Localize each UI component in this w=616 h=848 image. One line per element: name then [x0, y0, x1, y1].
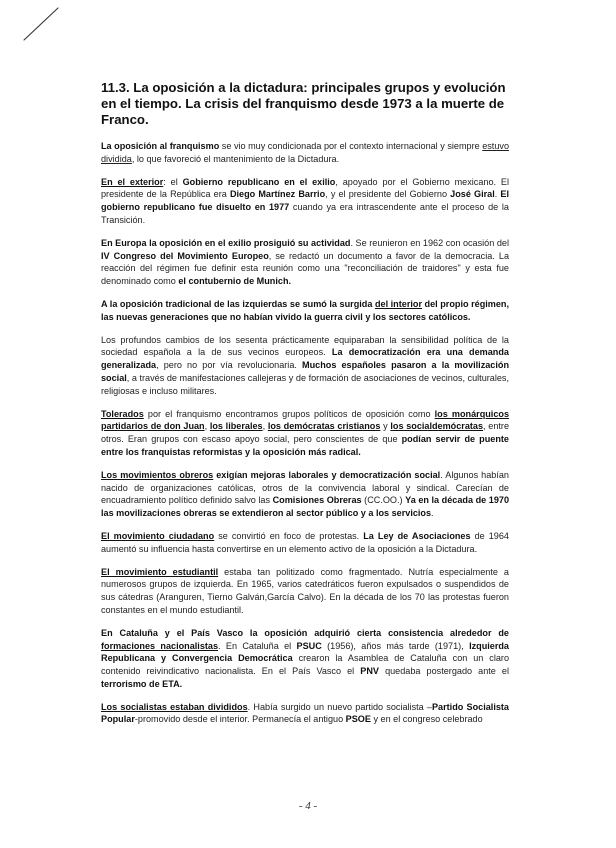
paragraph — [101, 701, 509, 727]
text-run: , — [262, 421, 268, 432]
text-run: (CC.OO.) — [361, 495, 406, 506]
text-run: IV Congreso del Movimiento Europeo — [101, 250, 269, 261]
text-run: podían servir de puente entre los franquistas reformistas y la oposición más radical. — [101, 434, 509, 457]
text-run: La oposición al franquismo — [101, 141, 220, 151]
text-run: terrorismo de ETA. — [101, 678, 183, 689]
text-run: En el exterior — [101, 176, 164, 187]
text-run: José Giral — [450, 189, 495, 200]
text-run: , lo que favoreció el mantenimiento de la Dictadura. — [131, 153, 340, 164]
text-run: del interior — [374, 298, 422, 309]
text-run: Los movimientos obreros — [101, 469, 214, 480]
text-run: . Algunos habían nacido de organizaciones católicas, otros de la convivencia laboral y sindical. Carecían de encuadramiento político definido salvo las — [101, 469, 509, 506]
text-run: Partido Socialista Popular — [101, 701, 509, 725]
text-run: Los profundos cambios de los sesenta prácticamente equiparaban la sensibilidad política de la sociedad española a la de sus vecinos europeos. — [101, 334, 509, 358]
text-run: y — [380, 421, 391, 432]
text-run: El movimiento estudiantil — [101, 566, 219, 577]
paragraph — [101, 140, 509, 166]
paragraph — [101, 566, 509, 617]
text-run: , a través de manifestaciones callejeras y de formación de asociaciones de vecinos, culturales, religiosas e incluso militares. — [101, 372, 509, 396]
text-run: , y el presidente del Gobierno — [325, 189, 451, 200]
text-run: los liberales — [209, 421, 263, 432]
text-run: Gobierno republicano en el exilio — [182, 176, 336, 187]
text-run: , pero no por vía revolucionaria. — [156, 360, 303, 371]
text-run: Los socialistas estaban divididos — [101, 701, 248, 712]
text-run: PSOE — [345, 714, 371, 725]
text-run: El gobierno republicano fue disuelto en 1977 — [101, 189, 510, 213]
text-run: de 1964 aumentó su influencia hasta convertirse en un elemento activo de la oposición a la Dictadura. — [101, 530, 509, 554]
text-run: PNV — [360, 666, 379, 677]
text-run: . Había surgido un nuevo partido socialista – — [247, 701, 432, 712]
text-run: quedaba postergado ante el — [378, 666, 509, 677]
paragraph — [101, 237, 509, 288]
text-run: Diego Martínez Barrio — [229, 189, 326, 200]
text-run: Ya en la década de 1970 las movilizaciones obreras se extendieron al sector público y a los servicios — [101, 495, 509, 519]
text-run: . — [431, 508, 434, 519]
text-run: del propio régimen, las nuevas generaciones que no habían vivido la guerra civil y los sectores católicos. — [101, 298, 509, 322]
text-run: se vio muy condicionada por el contexto internacional y siempre — [219, 141, 483, 151]
text-run: Comisiones Obreras — [272, 495, 362, 506]
text-run: El movimiento ciudadano — [101, 530, 215, 541]
text-run: los monárquicos partidarios de don Juan — [101, 408, 510, 432]
text-run: La democratización era una demanda generalizada — [101, 347, 509, 371]
text-run: : el — [163, 176, 183, 187]
text-run: -promovido desde el interior. Permanecía el antiguo — [134, 714, 346, 725]
document-body — [101, 80, 509, 736]
text-run: , se redactó un documento a favor de la democracia. La reacción del régimen fue definir esta reunión como una "reconciliación de traidores" y esta fue denominado como — [101, 250, 510, 287]
text-run: PSUC — [296, 640, 322, 651]
text-run: se convirtió en foco de protestas. — [214, 530, 364, 541]
text-run: cuando ya era intrascendente ante el proceso de la Transición. — [101, 202, 509, 225]
text-run: . — [494, 189, 501, 200]
text-run: A la oposición tradicional de las izquierdas se sumó la surgida — [101, 298, 375, 309]
paragraph — [101, 334, 509, 398]
text-run: , apoyado por el Gobierno mexicano. El presidente de la República era — [101, 176, 509, 200]
text-run: Izquierda Republicana y Convergencia Democrática — [101, 640, 509, 664]
text-run: y en el congreso celebrado — [370, 714, 483, 725]
text-run: crearon la Asamblea de Cataluña con un claro contenido reivindicativo nacionalista. En el País Vasco el — [101, 653, 509, 677]
text-run: La Ley de Asociaciones — [363, 530, 471, 541]
text-run: el contubernio de Munich. — [178, 276, 292, 287]
paragraph — [101, 298, 509, 324]
paragraph — [101, 530, 509, 556]
text-run: Tolerados — [101, 408, 144, 419]
page-number: - 4 - — [298, 800, 318, 812]
text-run: formaciones nacionalistas — [101, 640, 219, 651]
text-run: . Se reunieron en 1962 con ocasión del — [350, 237, 509, 248]
text-run: Muchos españoles pasaron a la movilización social — [101, 360, 509, 383]
text-run: En Europa la oposición en el exilio prosiguió su actividad — [101, 237, 351, 248]
text-run: los demócratas cristianos — [267, 421, 381, 432]
text-run: exigían mejoras laborales y democratización social — [213, 469, 441, 480]
paragraph — [101, 627, 509, 691]
text-run: los socialdemócratas — [390, 421, 484, 432]
pen-stroke-mark — [22, 6, 62, 42]
text-run: , — [204, 421, 210, 432]
text-run: (1956), años más tarde (1971), — [321, 640, 470, 651]
paragraph — [101, 469, 509, 520]
text-run: por el franquismo encontramos grupos políticos de oposición como — [143, 408, 435, 419]
paragraph-list — [101, 140, 509, 726]
text-run: . En Cataluña el — [218, 640, 297, 651]
section-title: 11.3. La oposición a la dictadura: principales grupos y evolución en el tiempo. La crisis del franquismo desde 1973 a la muerte de Franco. — [101, 80, 506, 127]
text-run: estuvo dividida — [101, 141, 509, 164]
text-run: En Cataluña y el País Vasco la oposición adquirió cierta consistencia alrededor de — [101, 627, 509, 638]
text-run: , entre otros. Eran grupos con escaso apoyo social, pero conscientes de que — [101, 421, 510, 445]
paragraph — [101, 176, 509, 227]
paragraph — [101, 408, 509, 459]
text-run: estaba tan politizado como fragmentado. Nutría especialmente a numerosos grupos de izquierda. En 1965, varios catedráticos fueron expulsados o suspendidos de sus cátedras (Aranguren, Tierno Galván,García Calvo). En la década de los 70 las protestas fueron constantes en el mundo estudiantil. — [101, 566, 509, 615]
